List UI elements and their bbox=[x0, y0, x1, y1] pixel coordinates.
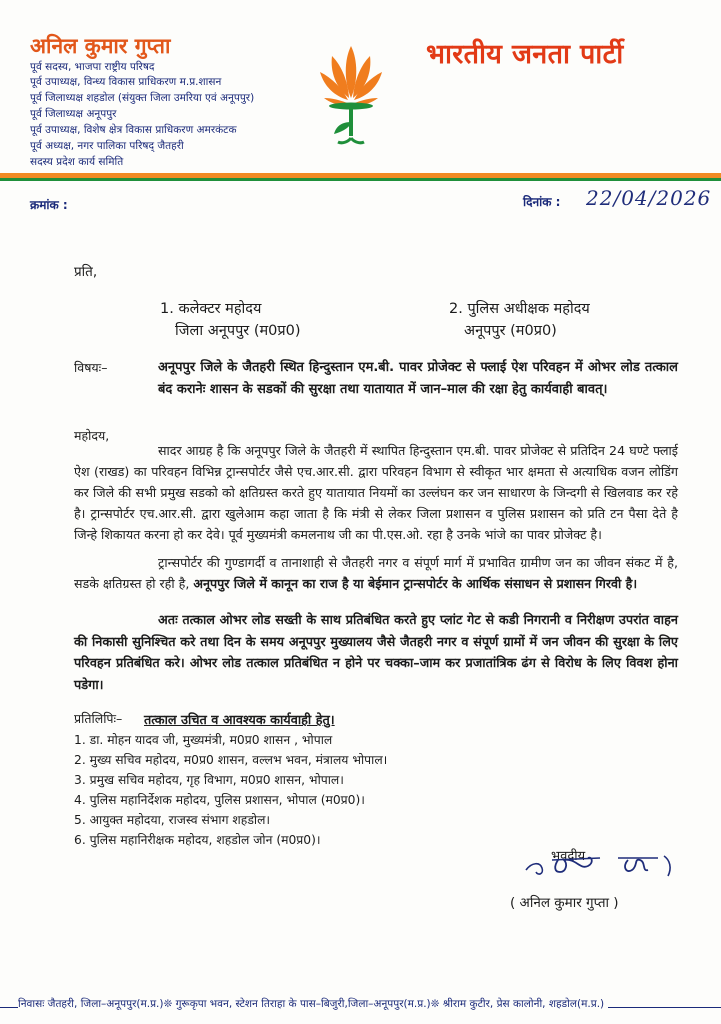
sender-designation-6: पूर्व अध्यक्ष, नगर पालिका परिषद् जैतहरी bbox=[30, 140, 184, 152]
sender-designation-5: पूर्व उपाध्यक्ष, विशेष क्षेत्र विकास प्राधिकरण अमरकंटक bbox=[30, 124, 237, 136]
paragraph-1: सादर आग्रह है कि अनूपपुर जिले के जैतहरी में स्थापित हिन्दुस्तान एम.बी. पावर प्रोजेक्ट से प्रतिदिन 24 घण्टे फ्लाई ऐश (राखड) का परिवहन विभिन्न ट्रान्सपोर्टर जैसे एच.आर.सी. द्वारा परिवहन विभाग से स्वीकृत भार क्षमता से अत्याधिक वजन लोडिंग कर जिले की सभी प्रमुख सडको को क्षतिग्रस्त करते हुए यातायात नियमों का उल्लंघन कर जन साधारण के जिन्दगी से खिलवाड कर रहे है। ट्रान्सपोर्टर एच.आर.सी. द्वारा खुलेआम कहा जाता है कि मंत्री से लेकर जिला प्रशासन व पुलिस प्रशासन को प्रति टन पैसा देते है जिन्हे शिकायत करना हो कर देवे। पूर्व मुख्यमंत्री कमलनाथ जी का पी.एस.ओ. रहा है उनके भांजे का पावर प्रोजेक्ट है। bbox=[74, 443, 678, 542]
cc-label: प्रतिलिपिः– bbox=[74, 711, 123, 726]
recipient-1-location: जिला अनूपपुर (म0प्र0) bbox=[175, 323, 301, 339]
cc-heading: तत्काल उचित व आवश्यक कार्यवाही हेतु। bbox=[144, 713, 335, 728]
sender-designation-2: पूर्व उपाध्यक्ष, विन्ध्य विकास प्राधिकरण म.प्र.शासन bbox=[30, 76, 222, 88]
paragraph-2-text: ट्रान्सपोर्टर की गुण्डागर्दी व तानाशाही से जैतहरी नगर व संपूर्ण मार्ग में प्रभावित ग्रामीण जन का जीवन संकट में है, सडके क्षतिग्रस्त हो रही है, bbox=[74, 555, 678, 591]
sender-designation-3: पूर्व जिलाध्यक्ष शहडोल (संयुक्त जिला उमरिया एवं अनूपपुर) bbox=[30, 92, 255, 104]
salutation-to: प्रति, bbox=[74, 264, 98, 280]
cc-item: 2. मुख्य सचिव महोदय, म0प्र0 शासन, वल्लभ भवन, मंत्रालय भोपाल। bbox=[74, 753, 388, 767]
reference-number-label: क्रमांक : bbox=[30, 198, 68, 212]
sender-designation-1: पूर्व सदस्य, भाजपा राष्ट्रीय परिषद bbox=[30, 61, 155, 73]
cc-item: 3. प्रमुख सचिव महोदय, गृह विभाग, म0प्र0 शासन, भोपाल। bbox=[74, 773, 344, 787]
sender-designation-7: सदस्य प्रदेश कार्य समिति bbox=[30, 156, 124, 168]
paragraph-2 bbox=[74, 552, 678, 594]
lotus-icon bbox=[318, 42, 384, 150]
cc-item: 5. आयुक्त महोदया, राजस्व संभाग शहडोल। bbox=[74, 813, 271, 827]
recipient-1-title: 1. कलेक्टर महोदय bbox=[160, 301, 262, 317]
signature-icon bbox=[518, 848, 698, 888]
cc-item: 4. पुलिस महानिर्देशक महोदय, पुलिस प्रशासन, भोपाल (म0प्र0)। bbox=[74, 793, 365, 807]
sender-designation-4: पूर्व जिलाध्यक्ष अनूपपुर bbox=[30, 108, 117, 120]
header-divider-green bbox=[0, 178, 721, 181]
signatory-name: ( अनिल कुमार गुप्ता ) bbox=[510, 895, 619, 911]
recipient-2-location: अनूपपुर (म0प्र0) bbox=[464, 323, 557, 339]
cc-item: 6. पुलिस महानिरीक्षक महोदय, शहडोल जोन (म0प्र0)। bbox=[74, 833, 321, 847]
footer-address: निवासः जैतहरी, जिला–अनूपपुर(म.प्र.)❊ गुरूकृपा भवन, स्टेशन तिराहा के पास–बिजुरी,जिला–अनूपपुर(म.प्र.)❊ श्रीराम कुटीर, प्रेस कालोनी, शहडोल(म.प्र.) bbox=[18, 997, 608, 1011]
paragraph-2-emphasis: अनूपपुर जिले में कानून का राज है या बेईमान ट्रान्सपोर्टर के आर्थिक संसाधन से प्रशासन गिरवी है। bbox=[193, 576, 638, 591]
recipient-2-title: 2. पुलिस अधीक्षक महोदय bbox=[449, 301, 590, 317]
handwritten-date: 22/04/2026 bbox=[586, 186, 712, 210]
sender-name: अनिल कुमार गुप्ता bbox=[30, 34, 171, 58]
date-label: दिनांक : bbox=[523, 195, 561, 209]
party-name: भारतीय जनता पार्टी bbox=[426, 39, 624, 70]
subject-label: विषयः– bbox=[74, 360, 108, 375]
cc-item: 1. डा. मोहन यादव जी, मुख्यमंत्री, म0प्र0 शासन , भोपाल bbox=[74, 733, 333, 747]
closing-text: भवदीय bbox=[551, 849, 586, 864]
paragraph-3: अतः तत्काल ओभर लोड सख्ती के साथ प्रतिबंधित करते हुए प्लांट गेट से कडी निगरानी व निरीक्षण उपरांत वाहन की निकासी सुनिश्चित करे तथा दिन के समय अनूपपुर मुख्यालय जैसे जैतहरी नगर व संपूर्ण ग्रामों में जन जीवन की सुरक्षा के लिए परिवहन प्रतिबंधित करे। ओभर लोड तत्काल प्रतिबंधित न होने पर चक्का–जाम कर प्रजातांत्रिक ढंग से विरोध के लिए विवश होना पडेगा। bbox=[74, 613, 678, 693]
greeting: महोदय, bbox=[74, 428, 110, 443]
subject-text: अनूपपुर जिले के जैतहरी स्थित हिन्दुस्तान एम.बी. पावर प्रोजेक्ट से फ्लाई ऐश परिवहन में ओभर लोड तत्काल बंद करानेः शासन के सडकों की सुरक्षा तथा यातायात में जान–माल की रक्षा हेतु कार्यवाही बावत्। bbox=[158, 360, 678, 397]
